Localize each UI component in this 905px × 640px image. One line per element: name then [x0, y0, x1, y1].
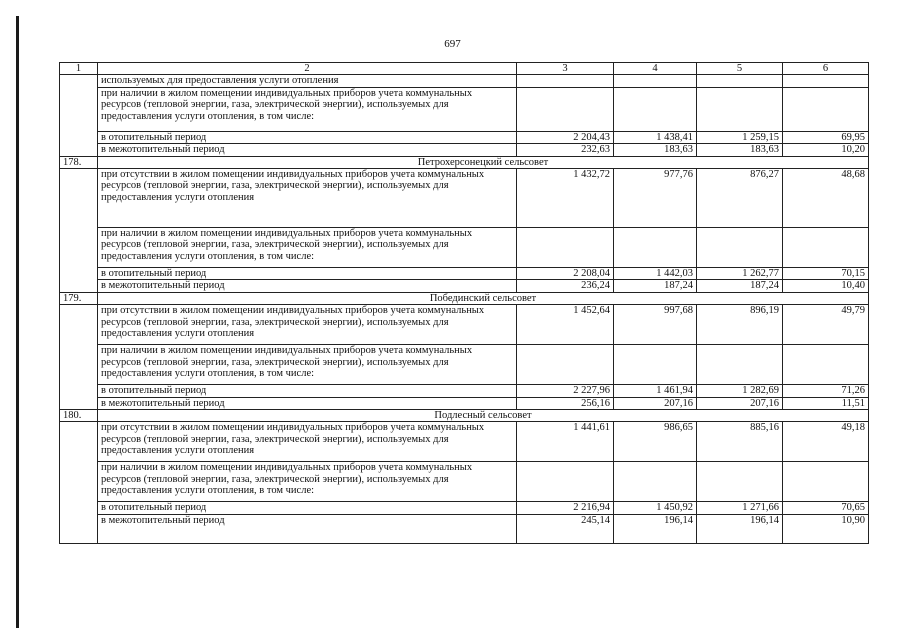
value-cell: 207,16 [614, 397, 697, 409]
header-cell-4: 4 [614, 63, 697, 75]
table-row [60, 397, 869, 409]
row-label: в межотопительный период [98, 397, 517, 409]
value-cell: 977,76 [614, 169, 697, 228]
section-number: 179. [60, 292, 98, 304]
section-title: Подлесный сельсовет [98, 410, 869, 422]
value-cell: 1 450,92 [614, 502, 697, 514]
value-cell: 997,68 [614, 305, 697, 345]
value-cell: 71,26 [783, 385, 869, 397]
table-row [60, 462, 869, 502]
value-cell: 236,24 [517, 280, 614, 292]
value-cell: 1 442,03 [614, 268, 697, 280]
row-label: при отсутствии в жилом помещении индивидуальных приборов учета коммунальных ресурсов (тепловой энергии, газа, электрической энергии), используемых для предоставления услуги отопления [98, 169, 517, 228]
value-cell: 49,79 [783, 305, 869, 345]
value-cell: 896,19 [697, 305, 783, 345]
value-cell: 245,14 [517, 514, 614, 543]
value-cell: 196,14 [614, 514, 697, 543]
row-label: при отсутствии в жилом помещении индивидуальных приборов учета коммунальных ресурсов (тепловой энергии, газа, электрической энергии), используемых для предоставления услуги отопления [98, 422, 517, 462]
value-cell: 1 438,41 [614, 131, 697, 143]
value-cell: 207,16 [697, 397, 783, 409]
value-cell: 1 271,66 [697, 502, 783, 514]
value-cell: 1 461,94 [614, 385, 697, 397]
section-number: 180. [60, 410, 98, 422]
value-cell: 187,24 [697, 280, 783, 292]
table-row [60, 502, 869, 514]
row-label: в межотопительный период [98, 144, 517, 156]
row-label: при наличии в жилом помещении индивидуальных приборов учета коммунальных ресурсов (тепловой энергии, газа, электрической энергии), используемых для предоставления услуги отопления, в том числе: [98, 345, 517, 385]
row-number-cell [60, 75, 98, 156]
table-row [60, 422, 869, 462]
value-cell: 183,63 [614, 144, 697, 156]
table-row [60, 385, 869, 397]
row-label: в отопительный период [98, 502, 517, 514]
value-cell: 876,27 [697, 169, 783, 228]
value-cell: 1 259,15 [697, 131, 783, 143]
value-cell: 49,18 [783, 422, 869, 462]
value-cell: 256,16 [517, 397, 614, 409]
section-header-row [60, 292, 869, 304]
table-row [60, 87, 869, 131]
tariff-table [59, 62, 869, 544]
value-cell: 2 208,04 [517, 268, 614, 280]
page-number: 697 [444, 38, 461, 50]
value-cell: 187,24 [614, 280, 697, 292]
header-row [60, 63, 869, 75]
value-cell: 48,68 [783, 169, 869, 228]
value-cell: 1 282,69 [697, 385, 783, 397]
value-cell: 10,90 [783, 514, 869, 543]
value-cell: 2 204,43 [517, 131, 614, 143]
table-row [60, 345, 869, 385]
value-cell: 1 452,64 [517, 305, 614, 345]
section-header-row [60, 410, 869, 422]
value-cell: 1 432,72 [517, 169, 614, 228]
row-label: в отопительный период [98, 131, 517, 143]
row-label: при наличии в жилом помещении индивидуальных приборов учета коммунальных ресурсов (тепловой энергии, газа, электрической энергии), используемых для предоставления услуги отопления, в том числе: [98, 228, 517, 268]
table-row [60, 280, 869, 292]
header-cell-5: 5 [697, 63, 783, 75]
header-cell-2: 2 [98, 63, 517, 75]
table-row [60, 169, 869, 228]
value-cell: 2 227,96 [517, 385, 614, 397]
row-label: в межотопительный период [98, 514, 517, 543]
value-cell: 11,51 [783, 397, 869, 409]
section-title: Побединский сельсовет [98, 292, 869, 304]
header-cell-1: 1 [60, 63, 98, 75]
value-cell: 10,20 [783, 144, 869, 156]
scan-edge-line [16, 16, 19, 628]
value-cell: 885,16 [697, 422, 783, 462]
value-cell: 232,63 [517, 144, 614, 156]
row-label: используемых для предоставления услуги отопления [98, 75, 517, 87]
header-cell-6: 6 [783, 63, 869, 75]
row-label: в отопительный период [98, 385, 517, 397]
value-cell: 183,63 [697, 144, 783, 156]
row-label: при отсутствии в жилом помещении индивидуальных приборов учета коммунальных ресурсов (тепловой энергии, газа, электрической энергии), используемых для предоставления услуги отопления [98, 305, 517, 345]
value-cell: 70,65 [783, 502, 869, 514]
section-title: Петрохерсонецкий сельсовет [98, 156, 869, 168]
value-cell: 196,14 [697, 514, 783, 543]
row-label: в отопительный период [98, 268, 517, 280]
row-label: при наличии в жилом помещении индивидуальных приборов учета коммунальных ресурсов (тепловой энергии, газа, электрической энергии), используемых для предоставления услуги отопления, в том числе: [98, 87, 517, 131]
value-cell: 69,95 [783, 131, 869, 143]
section-header-row [60, 156, 869, 168]
header-cell-3: 3 [517, 63, 614, 75]
value-cell: 1 441,61 [517, 422, 614, 462]
value-cell: 986,65 [614, 422, 697, 462]
table-row [60, 131, 869, 143]
table-row [60, 268, 869, 280]
value-cell: 1 262,77 [697, 268, 783, 280]
section-number: 178. [60, 156, 98, 168]
value-cell: 10,40 [783, 280, 869, 292]
table-row [60, 75, 869, 87]
row-label: в межотопительный период [98, 280, 517, 292]
row-label: при наличии в жилом помещении индивидуальных приборов учета коммунальных ресурсов (тепловой энергии, газа, электрической энергии), используемых для предоставления услуги отопления, в том числе: [98, 462, 517, 502]
table-row [60, 305, 869, 345]
table-row [60, 144, 869, 156]
value-cell: 2 216,94 [517, 502, 614, 514]
table-row [60, 514, 869, 543]
table-row [60, 228, 869, 268]
value-cell: 70,15 [783, 268, 869, 280]
